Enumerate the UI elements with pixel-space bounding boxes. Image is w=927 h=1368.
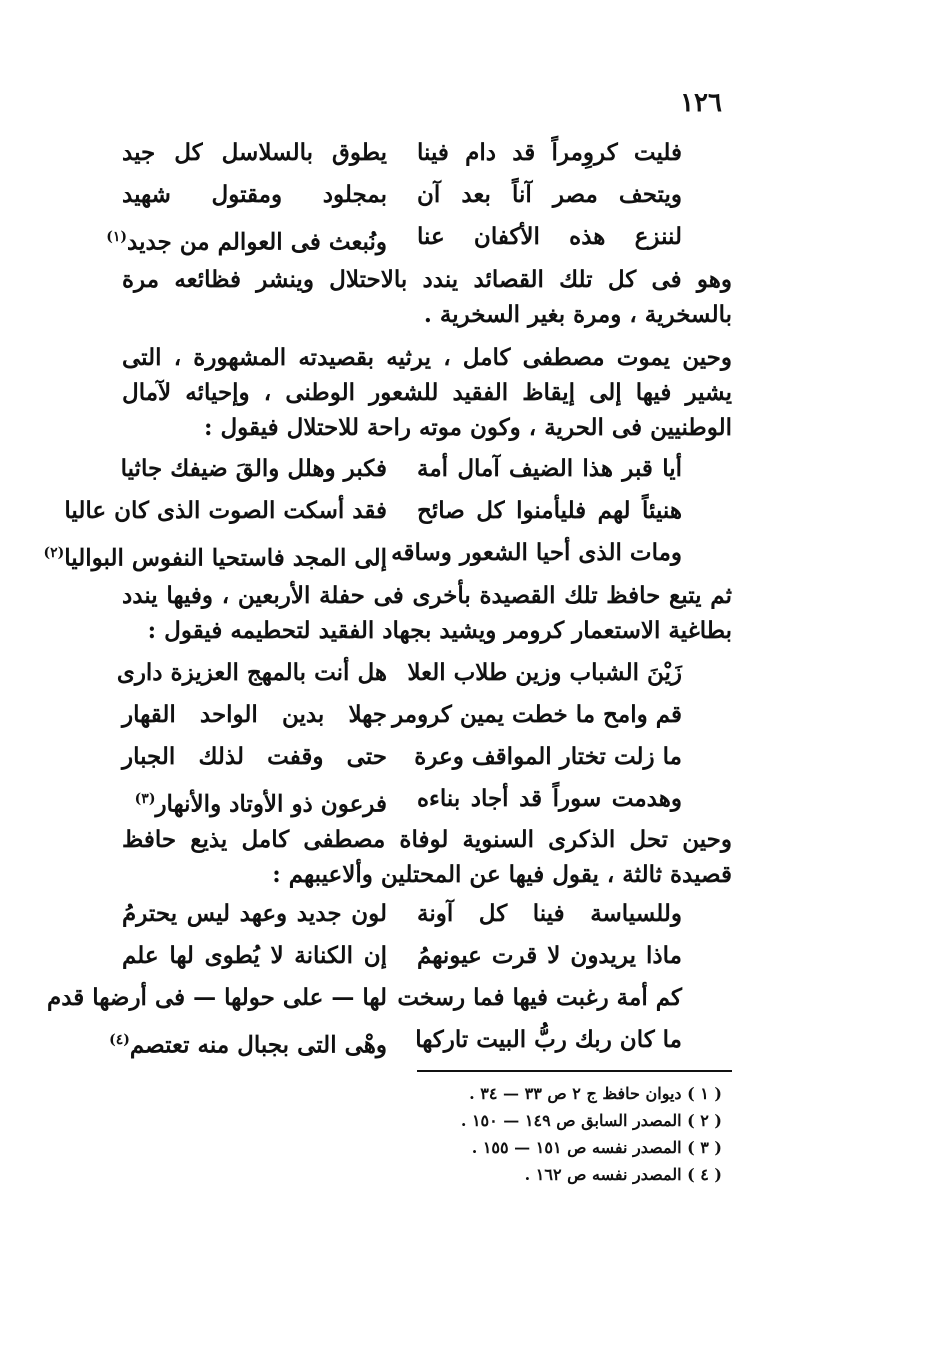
second-hemistich-wrap (109, 1019, 387, 1061)
first-hemistich: ويتحف مصر آناً بعد آن (417, 181, 682, 208)
first-hemistich: ما كان ربك ربُّ البيت تاركها (415, 1026, 682, 1053)
second-hemistich: بمجلود ومقتول شهيد (122, 181, 387, 208)
verse-line (46, 977, 682, 1019)
second-hemistich: هل أنت بالمهج العزيزة دارى (116, 659, 387, 686)
paragraph-4: وحين تحل الذكرى السنوية لوفاة مصطفى كامل يذيع حافظ قصيدة ثالثة ، يقول فيها عن المحتلين وألاعيبهم : (122, 826, 732, 888)
second-hemistich: لها — على حولها — فى أرضها قدم (46, 984, 387, 1011)
second-hemistich: وهْى التى بجبال منه تعتصم (129, 1031, 387, 1059)
first-hemistich: وهدمت سوراً قد أجاد بناءه (417, 785, 682, 812)
footnote-reference: (٣) (134, 791, 156, 807)
verse-line (122, 935, 682, 977)
page-number: ١٢٦ (680, 88, 722, 118)
verse-line (109, 1019, 682, 1061)
verse-line (122, 893, 682, 935)
second-hemistich: إن الكنانة لا يُطوى لها علم (122, 942, 387, 969)
verse-line (64, 490, 682, 532)
first-hemistich: هنيئاً لهم فليأمنوا كل صائح (417, 497, 682, 524)
first-hemistich: كم أمة رغبت فيها فما رسخت (397, 984, 682, 1011)
first-hemistich: وللسياسة فينا كل آونة (417, 900, 682, 927)
footnote-divider (417, 1070, 732, 1072)
second-hemistich: فرعون ذو الأوتاد والأنهار (155, 790, 387, 818)
second-hemistich: فكبر وهلل والقَ ضيفك جاثيا (120, 455, 387, 482)
second-hemistich-wrap (122, 778, 387, 820)
verse-line (122, 448, 682, 490)
poem-verses-3 (116, 652, 682, 820)
footnotes (302, 1080, 722, 1188)
second-hemistich-wrap (43, 532, 387, 574)
second-hemistich: حتى وقفت لذلك الجبار (122, 743, 387, 770)
first-hemistich: ماذا يريدون لا قرت عيونهمُ (417, 942, 682, 969)
second-hemistich-wrap (106, 216, 387, 258)
paragraph-3: ثم يتبع حافظ تلك القصيدة بأخرى فى حفلة الأربعين ، وفيها يندد بطاغية الاستعمار كرومر ويشيد بجهاد الفقيد لتحطيمه فيقول : (122, 582, 732, 644)
poem-verses-1 (106, 132, 682, 258)
paragraph-2: وحين يموت مصطفى كامل ، يرثيه بقصيدته المشهورة ، التى يشير فيها إلى إيقاظ الفقيد للشعور الوطنى ، وإحيائه لآمال الوطنيين فى الحرية ، وكون موته راحة للاحتلال فيقول : (122, 344, 732, 441)
second-hemistich: لون جديد وعهد ليس يحترمُ (122, 900, 387, 927)
second-hemistich: يطوق بالسلاسل كل جيد (122, 139, 387, 166)
footnote-reference: (٢) (43, 545, 65, 561)
footnote-reference: (٤) (109, 1032, 130, 1048)
first-hemistich: لننزع هذه الأكفان عنا (417, 223, 682, 250)
footnote-reference: (١) (106, 229, 127, 245)
first-hemistich: زَيْنَ الشباب وزين طلاب العلا (407, 659, 682, 686)
first-hemistich: أيا قبر هذا الضيف آمال أمة (417, 455, 682, 482)
poem-verses-2 (43, 448, 682, 574)
footnote-item: ( ٢ ) المصدر السابق ص ١٤٩ — ١٥٠ . (460, 1111, 722, 1130)
verse-line (106, 216, 682, 258)
verse-line (122, 694, 682, 736)
second-hemistich: إلى المجد فاستحيا النفوس البواليا (64, 544, 387, 572)
footnote-item: ( ١ ) ديوان حافظ ج ٢ ص ٣٣ — ٣٤ . (469, 1084, 722, 1103)
footnote-item: ( ٤ ) المصدر نفسه ص ١٦٢ . (524, 1165, 722, 1184)
verse-line (122, 174, 682, 216)
verse-line (122, 132, 682, 174)
first-hemistich: ومات الذى أحيا الشعور وساقه (391, 539, 682, 566)
second-hemistich: فقد أسكت الصوت الذى كان عاليا (64, 497, 387, 524)
verse-line (116, 652, 682, 694)
verse-line (122, 778, 682, 820)
verse-line (122, 736, 682, 778)
first-hemistich: ما زلت تختار المواقف وعرة (414, 743, 682, 770)
paragraph-1: وهو فى كل تلك القصائد يندد بالاحتلال وينشر فظائعه مرة بالسخرية ، ومرة بغير السخرية . (122, 266, 732, 328)
second-hemistich: ونُبعث فى العوالم من جديد (127, 228, 387, 256)
verse-line (43, 532, 682, 574)
footnote-item: ( ٣ ) المصدر نفسه ص ١٥١ — ١٥٥ . (471, 1138, 722, 1157)
second-hemistich: جهلا بدين الواحد القهار (122, 701, 387, 728)
poem-verses-4 (46, 893, 682, 1061)
first-hemistich: قم وامح ما خطت يمين كرومر (392, 701, 682, 728)
first-hemistich: فليت كروِمراً قد دام فينا (417, 139, 682, 166)
